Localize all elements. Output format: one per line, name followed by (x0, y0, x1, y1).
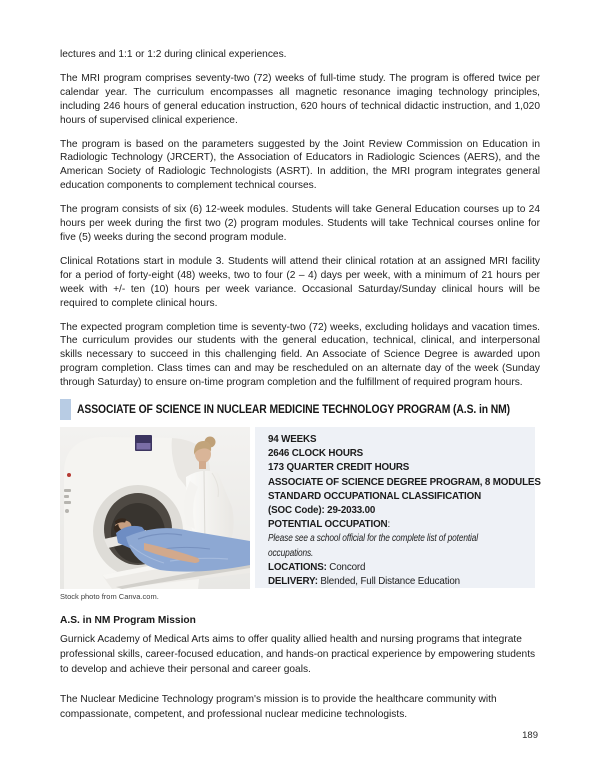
info-line-weeks: 94 WEEKS (268, 434, 317, 445)
ct-scanner-illustration (60, 427, 250, 589)
photo-caption: Stock photo from Canva.com. (60, 592, 159, 601)
section-heading: ASSOCIATE OF SCIENCE IN NUCLEAR MEDICINE TECHNOLOGY PROGRAM (A.S. in NM) (77, 403, 511, 416)
program-info-panel (255, 427, 541, 588)
info-line-occupation-note-1: Please see a school official for the complete list of potential (268, 533, 478, 545)
paragraph-mri-overview: The MRI program comprises seventy-two (72) weeks of full-time study. The program is offered twice per calendar year. The curriculum encompasses all magnetic resonance imaging technology principles, including 246 hours of general education instruction, 620 hours of technical didactic instruction, and 1,020 hours of supervised clinical experience. (60, 72, 540, 126)
mission-paragraph-academy: Gurnick Academy of Medical Arts aims to offer quality allied health and nursing programs that integrate professional skills, career-focused education, and hands-on practical experience by empowering students to develop and achieve their personal and career goals. (60, 634, 536, 675)
mission-paragraph-program: The Nuclear Medicine Technology program's mission is to provide the healthcare community with compassionate, competent, and professional nuclear medicine technologists. (60, 694, 497, 720)
paragraph-clinical-rotations: Clinical Rotations start in module 3. Students will attend their clinical rotation at an assigned MRI facility for a period of forty-eight (48) weeks, two to four (2 – 4) days per week, with a minimum of 21 hours per week with +/- ten (10) hours per week variance. Occasional Saturday/Sunday clinical hours will be required to complete clinical hours. (60, 255, 540, 309)
mission-section (60, 613, 542, 737)
page-number: 189 (522, 730, 538, 741)
section-heading-row (60, 398, 558, 421)
program-photo (60, 427, 250, 589)
paragraph-modules: The program consists of six (6) 12-week modules. Students will take General Education courses up to 24 hours per week during the first two (2) program modules. Students will take Technical courses online for five (5) weeks during the second program module. (60, 204, 540, 243)
info-line-locations: LOCATIONS: Concord (268, 561, 366, 573)
body-paragraphs (60, 48, 540, 400)
info-line-soc-code: (SOC Code): 29-2033.00 (268, 505, 376, 517)
info-line-delivery: DELIVERY: Blended, Full Distance Education (268, 576, 460, 588)
paragraph-completion-time: The expected program completion time is seventy-two (72) weeks, excluding holidays and vacation times. The curriculum provides our students with the general education, technical, clinical, and interpersonal skills necessary to succeed in this challenging field. An Associate of Science Degree is awarded upon program completion. Class times can and may be rescheduled on an alternate day of the week (Sunday through Saturday) to ensure on-time program completion and the fulfillment of required program hours. (60, 321, 540, 389)
info-line-clock-hours: 2646 CLOCK HOURS (268, 448, 364, 460)
info-line-credit-hours: 173 QUARTER CREDIT HOURS (268, 462, 410, 474)
info-line-degree: ASSOCIATE OF SCIENCE DEGREE PROGRAM, 8 MODULES (268, 476, 541, 488)
info-line-occupation-note-2: occupations. (268, 547, 314, 559)
paragraph-parameters: The program is based on the parameters suggested by the Joint Review Commission on Education in Radiologic Technology (JRCERT), the Association of Educators in Radiologic Sciences (AERS), and the American Society of Radiologic Technologists (ASRT). In addition, the MRI program integrates general education components to complement technical courses. (60, 138, 540, 192)
info-line-potential-occupation: POTENTIAL OCCUPATION: (268, 519, 391, 531)
heading-accent-square (60, 399, 71, 420)
paragraph-continuation: lectures and 1:1 or 1:2 during clinical experiences. (60, 49, 287, 60)
info-line-soc-title: STANDARD OCCUPATIONAL CLASSIFICATION (268, 490, 482, 502)
mission-heading: A.S. in NM Program Mission (60, 615, 196, 626)
